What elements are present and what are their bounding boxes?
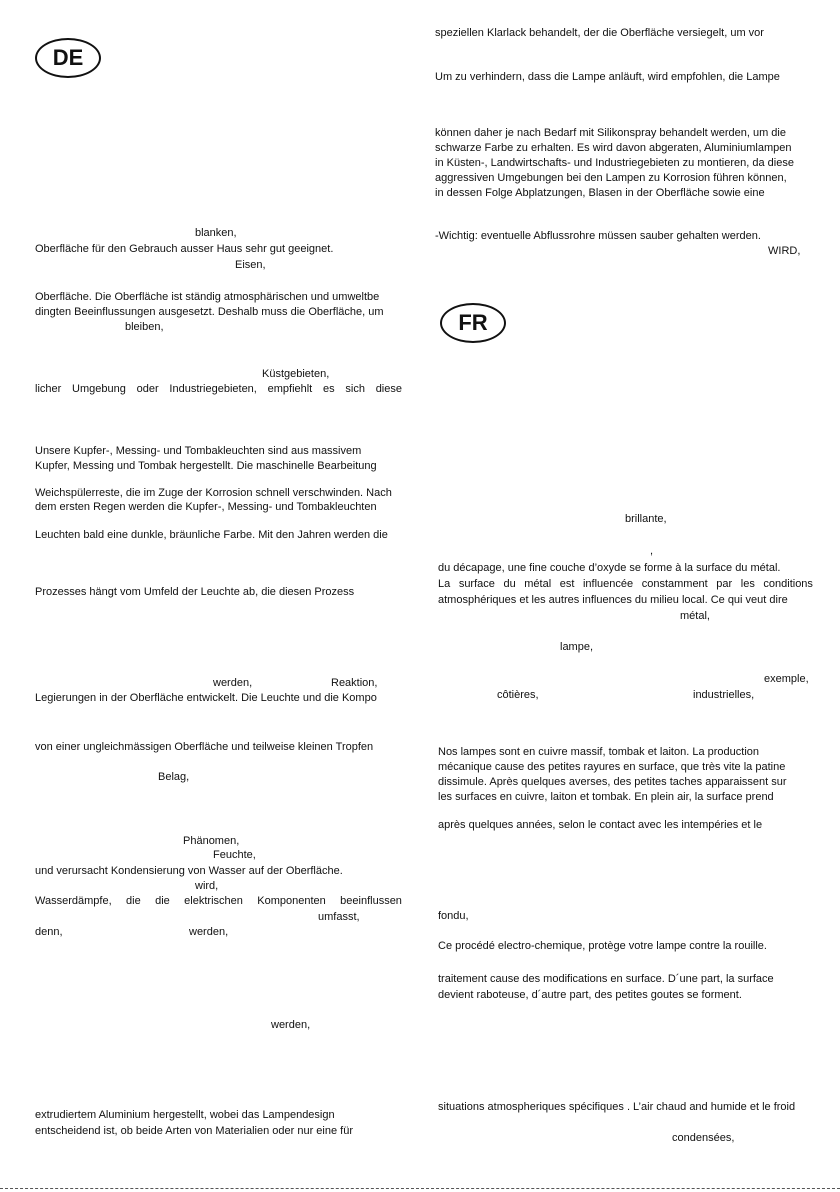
text-line: Feuchte, — [213, 849, 256, 861]
text-line: métal, — [680, 610, 710, 622]
text-line: Oberfläche. Die Oberfläche ist ständig atmosphärischen und umweltbe — [35, 291, 380, 303]
text-line: Oberfläche für den Gebrauch ausser Haus sehr gut geeignet. — [35, 243, 334, 255]
text-line: mécanique cause des petites rayures en surface, que très vite la patine — [438, 761, 786, 773]
text-line: können daher je nach Bedarf mit Silikonspray behandelt werden, um die — [435, 127, 786, 139]
text-line: Weichspülerreste, die im Zuge der Korrosion schnell verschwinden. Nach — [35, 487, 392, 499]
text-line: Nos lampes sont en cuivre massif, tombak et laiton. La production — [438, 746, 759, 758]
text-line: in Küsten-, Landwirtschafts- und Industriegebieten zu montieren, da diese — [435, 157, 794, 169]
text-line-justified: Wasserdämpfe, die die elektrischen Komponenten beeinflussen — [35, 895, 402, 907]
text-line: brillante, — [625, 513, 667, 525]
text-line: in dessen Folge Abplatzungen, Blasen in der Oberfläche sowie eine — [435, 187, 765, 199]
text-line: werden, — [189, 926, 229, 938]
text-line: situations atmospheriques spécifiques . L’air chaud and humide et le froid — [438, 1101, 796, 1113]
text-line: speziellen Klarlack behandelt, der die Oberfläche versiegelt, um vor — [435, 27, 764, 39]
text-line: schwarze Farbe zu erhalten. Es wird davon abgeraten, Aluminiumlampen — [435, 142, 792, 154]
text-line: aggressiven Umgebungen bei den Lampen zu Korrosion führen können, — [435, 172, 787, 184]
text-line: von einer ungleichmässigen Oberfläche und teilweise kleinen Tropfen — [35, 741, 374, 753]
language-badge-de: DE — [35, 38, 101, 78]
text-line: après quelques années, selon le contact avec les intempéries et le — [438, 819, 763, 831]
text-line: bleiben, — [125, 321, 164, 333]
text-line: -Wichtig: eventuelle Abflussrohre müssen sauber gehalten werden. — [435, 230, 761, 242]
text-line: Kupfer, Messing und Tombak hergestellt. Die maschinelle Bearbeitung — [35, 460, 377, 472]
text-line: Phänomen, — [183, 835, 240, 847]
page-bottom-divider — [0, 1188, 840, 1189]
text-line: devient raboteuse, d´autre part, des petites goutes se forment. — [438, 989, 742, 1001]
text-line: lampe, — [560, 641, 594, 653]
text-line: atmosphériques et les autres influences du milieu local. Ce qui veut dire — [438, 594, 788, 606]
text-line: Leuchten bald eine dunkle, bräunliche Farbe. Mit den Jahren werden die — [35, 529, 388, 541]
text-line: fondu, — [438, 910, 469, 922]
text-line-justified: licher Umgebung oder Industriegebieten, empfiehlt es sich diese — [35, 383, 402, 395]
text-line: werden, — [271, 1019, 311, 1031]
text-line: Reaktion, — [331, 677, 378, 689]
text-line: du décapage, une fine couche d’oxyde se forme à la surface du métal. — [438, 562, 781, 574]
text-line: Ce procédé electro-chemique, protège votre lampe contre la rouille. — [438, 940, 767, 952]
text-line: Eisen, — [235, 259, 266, 271]
text-line: Küstgebieten, — [262, 368, 330, 380]
language-badge-fr: FR — [440, 303, 506, 343]
text-line: WIRD, — [768, 245, 801, 257]
text-line: dissimule. Après quelques averses, des petites taches apparaissent sur — [438, 776, 787, 788]
text-line: wird, — [195, 880, 219, 892]
text-line: côtières, — [497, 689, 539, 701]
text-line: dem ersten Regen werden die Kupfer-, Messing- und Tombakleuchten — [35, 501, 377, 513]
text-line: blanken, — [195, 227, 237, 239]
text-line: entscheidend ist, ob beide Arten von Materialien oder nur eine für — [35, 1125, 353, 1137]
text-line: industrielles, — [693, 689, 755, 701]
text-line: umfasst, — [318, 911, 360, 923]
text-line: , — [650, 545, 654, 557]
text-line: Belag, — [158, 771, 190, 783]
text-line: condensées, — [672, 1132, 735, 1144]
text-line: extrudiertem Aluminium hergestellt, wobei das Lampendesign — [35, 1109, 335, 1121]
text-line: Prozesses hängt vom Umfeld der Leuchte ab, die diesen Prozess — [35, 586, 355, 598]
text-line: dingten Beeinflussungen ausgesetzt. Deshalb muss die Oberfläche, um — [35, 306, 384, 318]
text-line: traitement cause des modifications en surface. D´une part, la surface — [438, 973, 774, 985]
text-line: Legierungen in der Oberfläche entwickelt. Die Leuchte und die Kompo — [35, 692, 377, 704]
text-line-justified: La surface du métal est influencée constamment par les conditions — [438, 578, 813, 590]
text-line: exemple, — [764, 673, 809, 685]
text-line: denn, — [35, 926, 63, 938]
text-line: Um zu verhindern, dass die Lampe anläuft, wird empfohlen, die Lampe — [435, 71, 780, 83]
text-line: und verursacht Kondensierung von Wasser auf der Oberfläche. — [35, 865, 343, 877]
text-line: werden, — [213, 677, 253, 689]
text-line: Unsere Kupfer-, Messing- und Tombakleuchten sind aus massivem — [35, 445, 362, 457]
text-line: les surfaces en cuivre, laiton et tombak. En plein air, la surface prend — [438, 791, 774, 803]
